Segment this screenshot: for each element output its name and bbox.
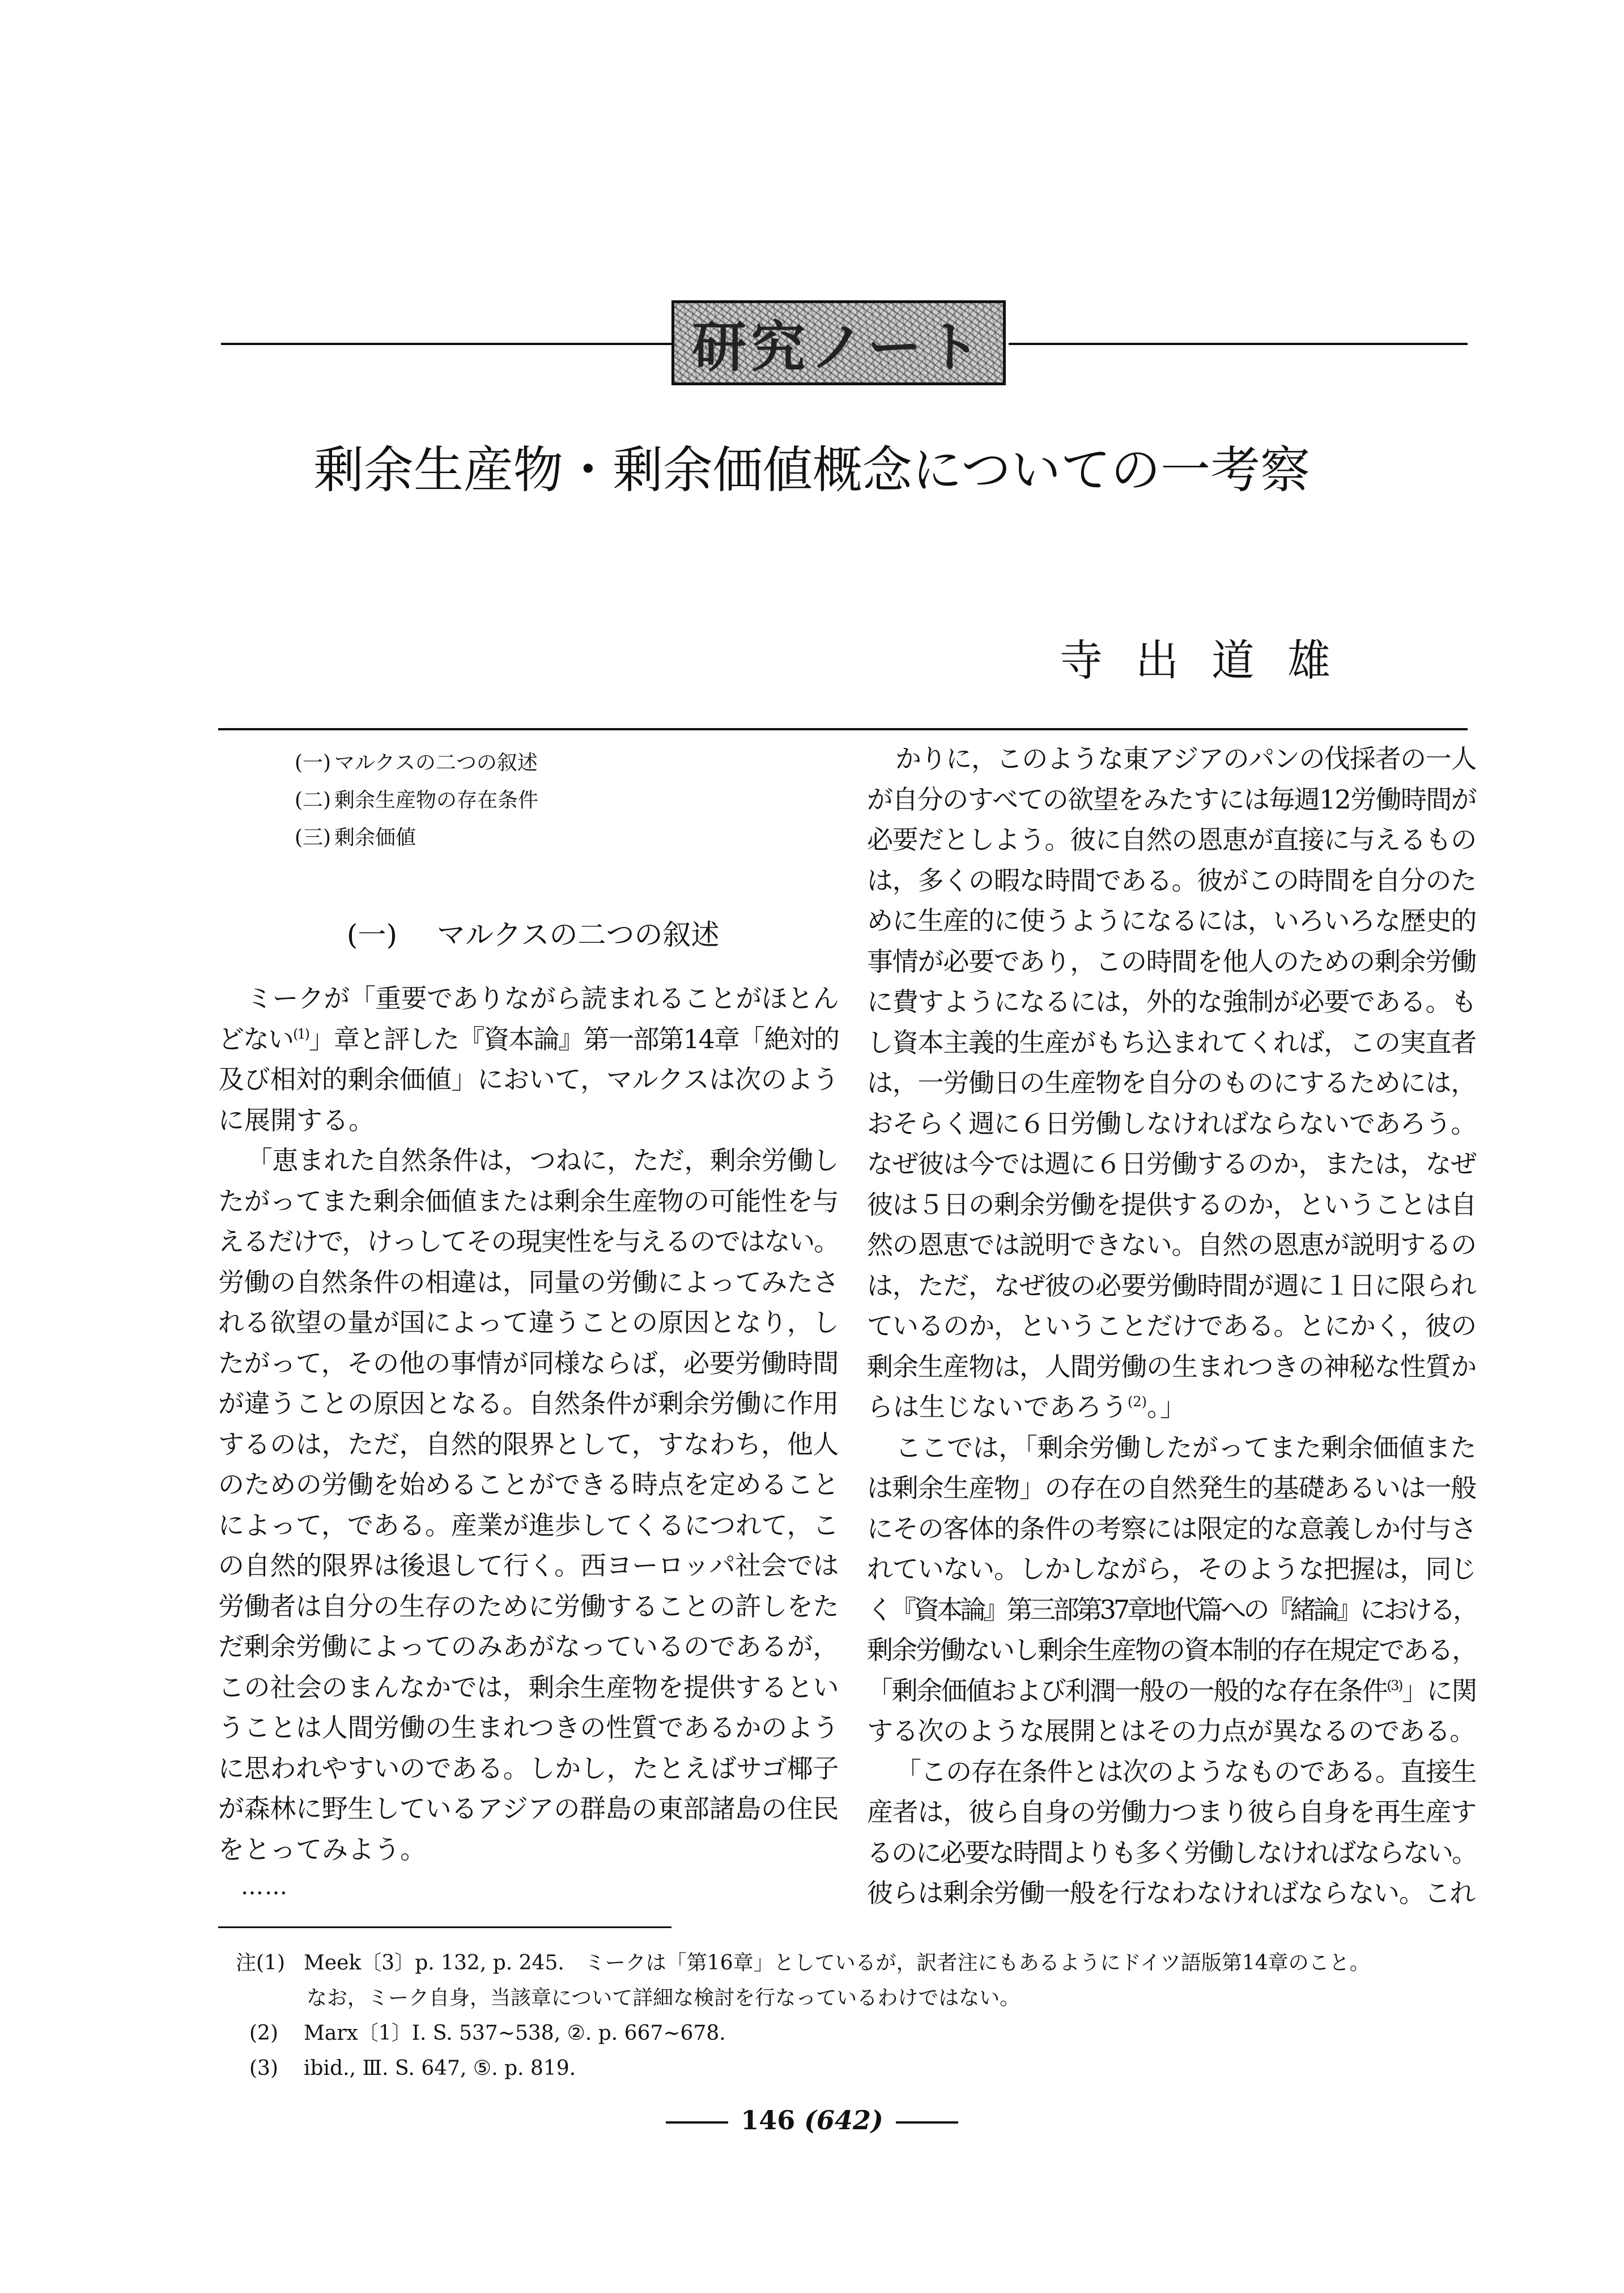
text-line: は剰余生産物」の存在の自然発生的基礎あるいは一般 — [867, 1473, 1476, 1503]
text-line: をとってみよう。 — [218, 1833, 427, 1865]
section-number: (一) — [347, 918, 398, 951]
text-line: が森林に野生しているアジアの群島の東部諸島の住民 — [218, 1793, 839, 1824]
right-column — [867, 739, 1476, 1914]
text-line: 事情が必要であり，この時間を他人のための剰余労働 — [867, 946, 1476, 977]
footnote-reference: (1) — [293, 1026, 309, 1042]
text-line: れる欲望の量が国によって違うことの原因となり，し — [218, 1307, 839, 1338]
text-line: は，ただ，なぜ彼の必要労働時間が週に１日に限られ — [867, 1270, 1476, 1301]
page-number-value: 146 — [741, 2105, 796, 2135]
text-line: ここでは，「剰余労働したがってまた剰余価値また — [895, 1432, 1476, 1463]
text-line: ミークが「重要でありながら読まれることがほとん — [246, 983, 839, 1014]
ellipsis: …… — [241, 1874, 288, 1900]
title-rule — [218, 728, 1468, 730]
toc-text: 剰余生産物の存在条件 — [334, 789, 539, 812]
text-segment: らは生じないであろ — [867, 1392, 1102, 1422]
text-line: うことは人間労働の生まれつきの性質であるかのよう — [218, 1712, 839, 1743]
toc-number: (二) — [295, 789, 331, 812]
research-note-label-text: 研究ノート — [692, 314, 985, 379]
text-line: が自分のすべての欲望をみたすには毎週12労働時間が — [867, 784, 1476, 815]
text-line: たがってまた剰余価値または剰余生産物の可能性を与 — [218, 1185, 839, 1216]
text-line: 及び相対的剰余価値」において，マルクスは次のよう — [218, 1064, 839, 1095]
toc-item — [295, 822, 416, 850]
footnote — [249, 2054, 1479, 2083]
article-title: 剰余生産物・剰余価値概念についての一考察 — [313, 441, 1311, 499]
toc-number: (一) — [295, 751, 331, 775]
text-line: 彼は５日の剰余労働を提供するのか，ということは自 — [867, 1189, 1476, 1220]
text-line: 「この存在条件とは次のようなものである。直接生 — [895, 1756, 1476, 1787]
text-segment: い — [268, 1023, 294, 1054]
text-segment: う — [1102, 1392, 1128, 1422]
text-segment: どな — [218, 1023, 269, 1054]
text-line: るのに必要な時間よりも多く労働しなければならない。 — [867, 1837, 1476, 1868]
footnote-label: (3) — [249, 2057, 278, 2080]
text-line: は，多くの暇な時間である。彼がこの時間を自分のた — [867, 865, 1476, 896]
toc-number: (三) — [295, 826, 331, 849]
footnote-text: なお，ミーク自身，当該章について詳細な検討を行なっているわけではない。 — [307, 1986, 1021, 2010]
toc-item — [295, 747, 538, 776]
text-line: に思われやすいのである。しかし，たとえばサゴ椰子 — [218, 1752, 839, 1784]
footnote-text: ibid., Ⅲ. S. 647, ⑤. p. 819. — [304, 2057, 576, 2080]
text-line: 彼らは剰余労働一般を行なわなければならない。これ — [867, 1878, 1476, 1908]
text-line: のための労働を始めることができる時点を定めること — [218, 1469, 839, 1500]
toc-text: 剰余価値 — [334, 826, 416, 849]
text-line: 剰余労働ないし剰余生産物の資本制的存在規定である， — [867, 1635, 1476, 1665]
text-line: おそらく週に６日労働しなければならないであろう。 — [867, 1108, 1476, 1139]
text-segment: 」に関 — [1401, 1675, 1476, 1706]
text-line: によって，である。産業が進歩してくるにつれて，こ — [218, 1509, 839, 1541]
header-rule-left — [221, 343, 671, 345]
footnote-text: Marx〔1〕I. S. 537~538, ②. p. 667~678. — [304, 2022, 726, 2045]
text-line: なぜ彼は今では週に６日労働するのか，または，なぜ — [867, 1148, 1476, 1179]
text-line: たがって，その他の事情が同様ならば，必要労働時間 — [218, 1347, 839, 1379]
text-line: く『資本論』第三部第37章地代篇への『緒論』における， — [867, 1594, 1476, 1625]
total-page-number: (642) — [804, 2105, 883, 2135]
text-line: 「恵まれた自然条件は，つねに，ただ，剰余労働し — [246, 1145, 839, 1176]
footnote-text: Meek〔3〕p. 132, p. 245. ミークは「第16章」としているが，訳者注にもあるようにドイツ語版第14章のこと。 — [304, 1951, 1370, 1975]
text-line — [867, 1387, 1476, 1428]
text-line: 剰余生産物は，人間労働の生まれつきの神秘な性質か — [867, 1351, 1476, 1382]
text-line: 然の恩恵では説明できない。自然の恩恵が説明するの — [867, 1230, 1476, 1260]
text-line: えるだけで，けっしてその現実性を与えるのではない。 — [218, 1226, 839, 1257]
dash-left — [666, 2121, 728, 2124]
text-line: 産者は，彼ら自身の労働力つまり彼ら自身を再生産す — [867, 1797, 1476, 1827]
text-line: かりに，このような東アジアのパンの伐採者の一人 — [895, 743, 1476, 774]
author-name: 寺出道雄 — [1060, 635, 1363, 686]
text-line: にその客体的条件の考察には限定的な意義しか付与さ — [867, 1513, 1476, 1544]
toc-text: マルクスの二つの叙述 — [334, 751, 538, 775]
text-line: めに生産的に使うようになるには，いろいろな歴史的 — [867, 905, 1476, 936]
text-line: は，一労働日の生産物を自分のものにするためには， — [867, 1067, 1476, 1098]
section-heading — [347, 912, 720, 953]
footnote — [249, 2019, 1479, 2048]
text-line: に展開する。 — [218, 1104, 375, 1135]
text-line: に費すようになるには，外的な強制が必要である。も — [867, 986, 1476, 1017]
footnote-reference: (2) — [1128, 1394, 1147, 1410]
text-line: この社会のまんなかでは，剰余生産物を提供するとい — [218, 1671, 839, 1703]
text-line: 労働者は自分の生存のために労働することの許しをた — [218, 1590, 839, 1622]
footnote — [236, 1949, 1482, 1977]
footnote — [307, 1984, 1480, 2013]
text-line: が違うことの原因となる。自然条件が剰余労働に作用 — [218, 1388, 839, 1419]
text-segment: 。」 — [1147, 1392, 1186, 1422]
text-segment: 」章と評した『資本論』第一部第14章「絶対的 — [308, 1023, 839, 1054]
text-segment: 件 — [1362, 1675, 1387, 1706]
research-note-label — [671, 300, 1006, 385]
text-line: するのは，ただ，自然的限界として，すなわち，他人 — [218, 1428, 839, 1460]
page-number — [0, 2105, 1624, 2135]
text-line: の自然的限界は後退して行く。西ヨーロッパ社会では — [218, 1550, 839, 1581]
text-line: 必要だとしよう。彼に自然の恩恵が直接に与えるもの — [867, 824, 1476, 855]
left-column — [218, 979, 839, 1904]
footnote-label: 注(1) — [236, 1951, 285, 1975]
footnote-reference: (3) — [1387, 1677, 1402, 1694]
toc-item — [295, 784, 538, 813]
text-line: し資本主義的生産がもち込まれてくれば，この実直者 — [867, 1027, 1476, 1058]
text-line: れていない。しかしながら，そのような把握は，同じ — [867, 1554, 1476, 1584]
dash-right — [896, 2121, 958, 2124]
text-line — [867, 1671, 1476, 1712]
footnote-rule — [218, 1926, 671, 1928]
header-rule-right — [1009, 343, 1468, 345]
text-line: 労働の自然条件の相違は，同量の労働によってみたさ — [218, 1266, 839, 1297]
text-line: する次のような展開とはその力点が異なるのである。 — [867, 1716, 1476, 1746]
footnote-label: (2) — [249, 2022, 278, 2045]
section-title: マルクスの二つの叙述 — [437, 918, 720, 951]
text-line: ているのか，ということだけである。とにかく，彼の — [867, 1311, 1476, 1341]
text-segment: 「剰余価値および利潤一般の一般的な存在条 — [867, 1675, 1362, 1706]
text-line: だ剰余労働によってのみあがなっているのであるが， — [218, 1631, 839, 1662]
text-line — [218, 1019, 839, 1060]
